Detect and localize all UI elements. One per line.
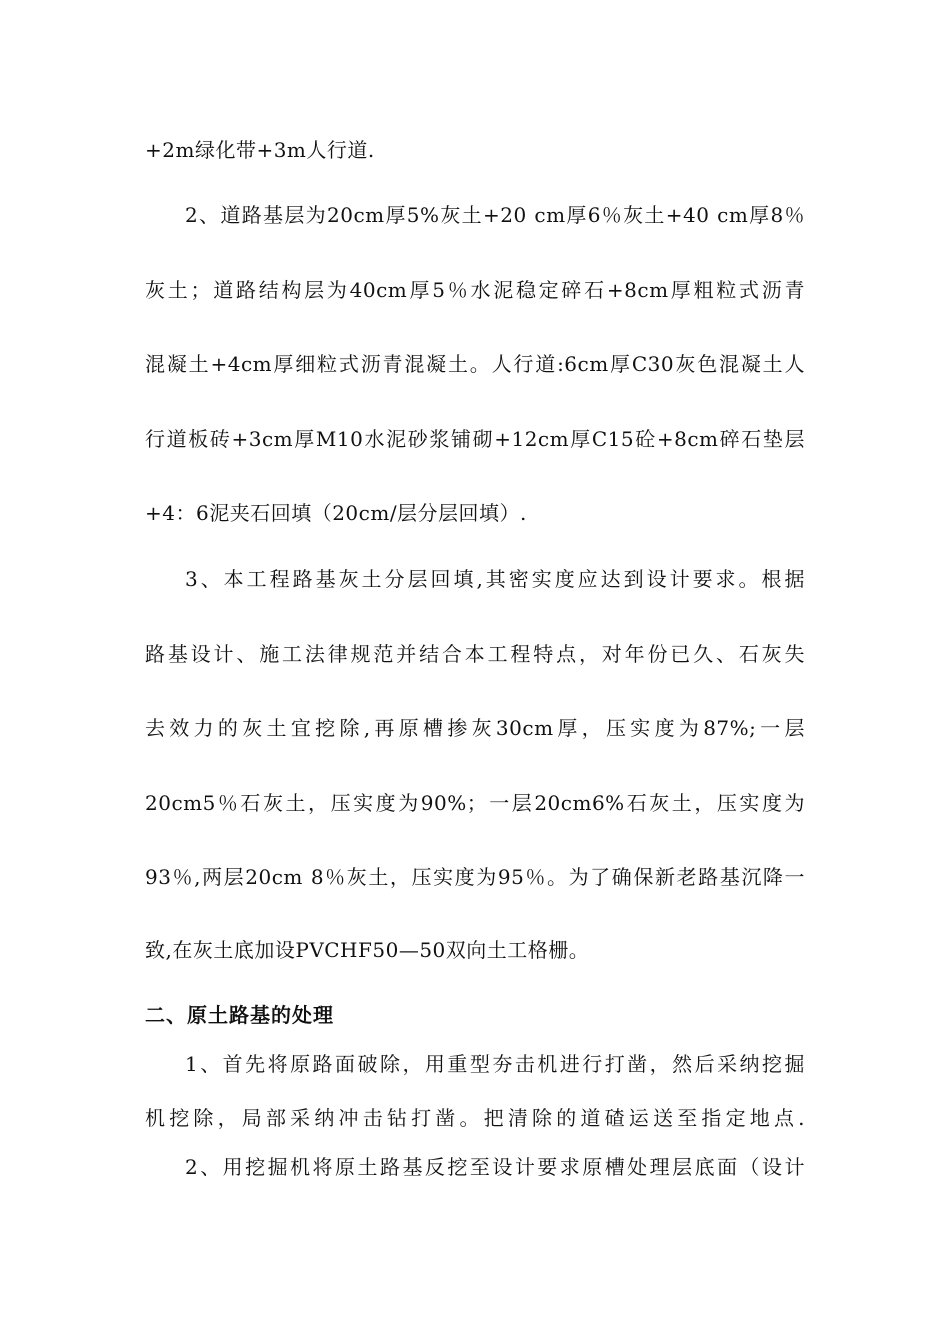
paragraph-line: 2、道路基层为20cm厚5%灰土+20 cm厚6％灰土+40 cm厚8％ [185, 203, 805, 227]
paragraph-line: 混凝土+4cm厚细粒式沥青混凝土。人行道:6cm厚C30灰色混凝土人 [145, 352, 805, 376]
paragraph-line: 灰土；道路结构层为40cm厚5％水泥稳定碎石+8cm厚粗粒式沥青 [145, 278, 805, 302]
paragraph-line: 3、本工程路基灰土分层回填,其密实度应达到设计要求。根据 [185, 567, 805, 591]
paragraph-line: 行道板砖+3cm厚M10水泥砂浆铺砌+12cm厚C15砼+8cm碎石垫层 [145, 427, 805, 451]
section-heading: 二、原土路基的处理 [145, 1003, 334, 1027]
paragraph-line: +2m绿化带+3m人行道. [145, 138, 375, 162]
paragraph-line: 2、用挖掘机将原土路基反挖至设计要求原槽处理层底面（设计 [185, 1155, 805, 1179]
paragraph-line: 20cm5％石灰土，压实度为90%；一层20cm6%石灰土，压实度为 [145, 791, 805, 815]
paragraph-line: +4：6泥夹石回填（20cm/层分层回填）. [145, 501, 527, 525]
paragraph-line: 93％,两层20cm 8％灰土，压实度为95％。为了确保新老路基沉降一 [145, 865, 805, 889]
paragraph-line: 1、首先将原路面破除，用重型夯击机进行打凿，然后采纳挖掘 [185, 1052, 805, 1076]
paragraph-line: 致,在灰土底加设PVCHF50—50双向土工格栅。 [145, 938, 590, 962]
paragraph-line: 路基设计、施工法律规范并结合本工程特点，对年份已久、石灰失 [145, 642, 805, 666]
paragraph-line: 机挖除，局部采纳冲击钻打凿。把清除的道碴运送至指定地点. [145, 1106, 805, 1130]
paragraph-line: 去效力的灰土宜挖除,再原槽掺灰30cm厚，压实度为87%;一层 [145, 716, 805, 740]
